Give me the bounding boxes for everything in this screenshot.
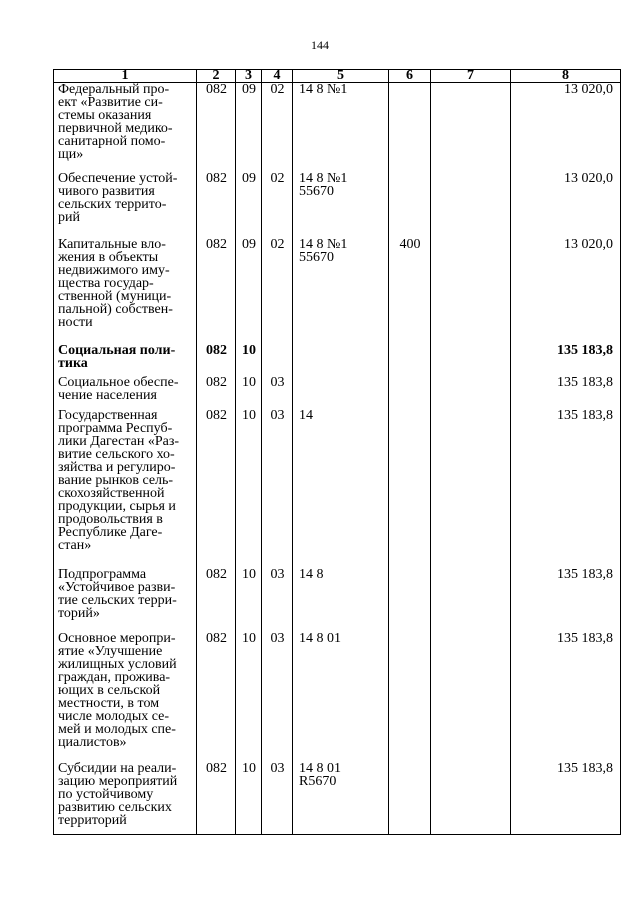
item-name-cell-line: Капитальные вло-	[58, 236, 166, 252]
code-column-4-cell: 03	[262, 568, 293, 632]
table-row	[54, 762, 621, 835]
code-column-7-cell	[431, 83, 511, 173]
amount-cell: 13 020,0	[511, 172, 621, 237]
item-name-cell-line: Социальное обеспе-	[58, 375, 179, 391]
code-column-4-cell: 02	[262, 172, 293, 237]
item-name-cell	[54, 409, 197, 568]
item-name-cell-line: по устойчивому	[58, 787, 154, 802]
code-column-5-cell	[293, 376, 389, 409]
item-name-cell-line: Подпрограмма	[58, 567, 147, 583]
code-column-5-cell	[293, 762, 389, 835]
code-column-4-cell: 02	[262, 238, 293, 344]
code-column-5-cell-line: 14	[299, 407, 313, 423]
item-name-cell-line: торий»	[58, 606, 100, 622]
column-header-2: 2	[197, 70, 236, 83]
code-column-7-cell	[431, 344, 511, 377]
table-body	[54, 83, 621, 835]
code-column-7-cell	[431, 632, 511, 762]
item-name-cell-line: витие сельского хо-	[58, 446, 175, 462]
code-column-4-cell: 02	[262, 83, 293, 173]
column-header-5: 5	[293, 70, 389, 83]
item-name-cell-line: чение населения	[58, 388, 157, 404]
code-column-3-cell: 09	[236, 238, 262, 344]
item-name-cell-line: Государственная	[58, 407, 158, 423]
code-column-5-cell-line: 14 8 №1	[299, 82, 348, 97]
item-name-cell-line: лики Дагестан «Раз-	[58, 433, 180, 449]
item-name-cell	[54, 762, 197, 835]
item-name-cell-line: Обеспечение устой-	[58, 171, 178, 187]
code-column-5-cell-line: 14 8 №1	[299, 236, 348, 252]
code-column-7-cell	[431, 376, 511, 409]
code-column-6-cell	[389, 172, 431, 237]
code-column-6-cell	[389, 376, 431, 409]
code-column-6-cell	[389, 409, 431, 568]
table-header-row	[54, 70, 621, 83]
code-column-4-cell: 03	[262, 632, 293, 762]
item-name-cell-line: недвижимого иму-	[58, 262, 170, 278]
amount-cell: 135 183,8	[511, 344, 621, 377]
code-column-6-cell	[389, 83, 431, 173]
item-name-cell-line: продукции, сырья и	[58, 498, 176, 514]
code-column-6-cell	[389, 568, 431, 632]
code-column-2-cell: 082	[197, 762, 236, 835]
code-column-5-cell-line: 14 8 01	[299, 761, 341, 776]
item-name-cell-line: циалистов»	[58, 735, 127, 751]
item-name-cell-line: мей и молодых спе-	[58, 722, 176, 738]
item-name-cell-line: стемы оказания	[58, 108, 152, 123]
item-name-cell-line: стан»	[58, 537, 92, 553]
item-name-cell-line: чивого развития	[58, 184, 155, 200]
code-column-7-cell	[431, 409, 511, 568]
amount-cell: 135 183,8	[511, 762, 621, 835]
code-column-6-cell	[389, 632, 431, 762]
item-name-cell-line: пальной) собствен-	[58, 301, 173, 317]
table-row	[54, 568, 621, 632]
item-name-cell	[54, 568, 197, 632]
item-name-cell	[54, 172, 197, 237]
code-column-3-cell: 10	[236, 762, 262, 835]
code-column-7-cell	[431, 568, 511, 632]
code-column-2-cell: 082	[197, 376, 236, 409]
code-column-3-cell: 10	[236, 632, 262, 762]
item-name-cell-line: тика	[58, 355, 88, 371]
amount-cell: 135 183,8	[511, 376, 621, 409]
item-name-cell-line: зяйства и регулиро-	[58, 459, 176, 475]
budget-table	[53, 69, 621, 835]
code-column-2-cell: 082	[197, 238, 236, 344]
item-name-cell-line: ственной (муници-	[58, 288, 172, 304]
code-column-5-cell	[293, 409, 389, 568]
item-name-cell-line: ект «Развитие си-	[58, 95, 163, 110]
item-name-cell-line: программа Респуб-	[58, 420, 173, 436]
code-column-5-cell	[293, 568, 389, 632]
item-name-cell-line: скохозяйственной	[58, 485, 165, 501]
code-column-4-cell: 03	[262, 762, 293, 835]
column-header-3: 3	[236, 70, 262, 83]
table-row	[54, 172, 621, 237]
item-name-cell-line: жения в объекты	[58, 249, 159, 265]
code-column-5-cell	[293, 172, 389, 237]
item-name-cell-line: первичной медико-	[58, 121, 173, 136]
code-column-5-cell	[293, 344, 389, 377]
item-name-cell	[54, 344, 197, 377]
code-column-5-cell-line: 55670	[299, 184, 334, 200]
code-column-2-cell: 082	[197, 344, 236, 377]
item-name-cell-line: тие сельских терри-	[58, 593, 177, 609]
table-row	[54, 238, 621, 344]
item-name-cell-line: продовольствия в	[58, 511, 163, 527]
code-column-2-cell: 082	[197, 83, 236, 173]
column-header-4: 4	[262, 70, 293, 83]
item-name-cell-line: Социальная поли-	[58, 342, 176, 358]
page-number: 144	[311, 38, 329, 52]
table-row	[54, 376, 621, 409]
code-column-6-cell	[389, 344, 431, 377]
item-name-cell-line: числе молодых се-	[58, 709, 169, 725]
code-column-5-cell-line: R5670	[299, 774, 337, 789]
item-name-cell-line: рий	[58, 210, 80, 226]
item-name-cell-line: сельских террито-	[58, 197, 167, 213]
column-header-1: 1	[54, 70, 197, 83]
table-row	[54, 83, 621, 173]
column-header-6: 6	[389, 70, 431, 83]
code-column-5-cell-line: 14 8	[299, 567, 324, 583]
code-column-3-cell: 09	[236, 83, 262, 173]
code-column-3-cell: 10	[236, 376, 262, 409]
amount-cell: 135 183,8	[511, 632, 621, 762]
item-name-cell-line: местности, в том	[58, 696, 160, 712]
item-name-cell-line: ющих в сельской	[58, 683, 161, 699]
code-column-2-cell: 082	[197, 172, 236, 237]
amount-cell: 13 020,0	[511, 83, 621, 173]
item-name-cell-line: «Устойчивое разви-	[58, 580, 176, 596]
item-name-cell-line: санитарной помо-	[58, 134, 166, 149]
code-column-7-cell	[431, 762, 511, 835]
code-column-5-cell	[293, 83, 389, 173]
code-column-4-cell	[262, 344, 293, 377]
amount-cell: 135 183,8	[511, 409, 621, 568]
code-column-7-cell	[431, 238, 511, 344]
code-column-5-cell	[293, 632, 389, 762]
code-column-2-cell: 082	[197, 568, 236, 632]
table-row	[54, 344, 621, 377]
item-name-cell-line: щества государ-	[58, 275, 154, 291]
code-column-5-cell-line: 14 8 №1	[299, 171, 348, 187]
item-name-cell-line: ятие «Улучшение	[58, 644, 163, 660]
item-name-cell-line: Субсидии на реали-	[58, 761, 177, 776]
table-row	[54, 409, 621, 568]
code-column-5-cell	[293, 238, 389, 344]
item-name-cell	[54, 83, 197, 173]
code-column-5-cell-line: 55670	[299, 249, 334, 265]
item-name-cell-line: жилищных условий	[58, 657, 177, 673]
code-column-3-cell: 10	[236, 568, 262, 632]
code-column-2-cell: 082	[197, 409, 236, 568]
item-name-cell	[54, 238, 197, 344]
code-column-5-cell-line: 14 8 01	[299, 631, 341, 647]
code-column-3-cell: 10	[236, 409, 262, 568]
code-column-6-cell	[389, 762, 431, 835]
item-name-cell-line: щи»	[58, 147, 84, 162]
item-name-cell-line: граждан, прожива-	[58, 670, 171, 686]
code-column-2-cell: 082	[197, 632, 236, 762]
item-name-cell-line: ности	[58, 314, 93, 330]
amount-cell: 135 183,8	[511, 568, 621, 632]
item-name-cell	[54, 376, 197, 409]
code-column-7-cell	[431, 172, 511, 237]
item-name-cell	[54, 632, 197, 762]
code-column-6-cell: 400	[389, 238, 431, 344]
item-name-cell-line: развитию сельских	[58, 800, 172, 815]
item-name-cell-line: Федеральный про-	[58, 82, 170, 97]
code-column-3-cell: 10	[236, 344, 262, 377]
item-name-cell-line: Основное меропри-	[58, 631, 176, 647]
amount-cell: 13 020,0	[511, 238, 621, 344]
item-name-cell-line: зацию мероприятий	[58, 774, 178, 789]
item-name-cell-line: вание рынков сель-	[58, 472, 174, 488]
column-header-8: 8	[511, 70, 621, 83]
code-column-4-cell: 03	[262, 376, 293, 409]
item-name-cell-line: территорий	[58, 813, 127, 828]
column-header-7: 7	[431, 70, 511, 83]
item-name-cell-line: Республике Даге-	[58, 524, 163, 540]
code-column-3-cell: 09	[236, 172, 262, 237]
code-column-4-cell: 03	[262, 409, 293, 568]
table-row	[54, 632, 621, 762]
